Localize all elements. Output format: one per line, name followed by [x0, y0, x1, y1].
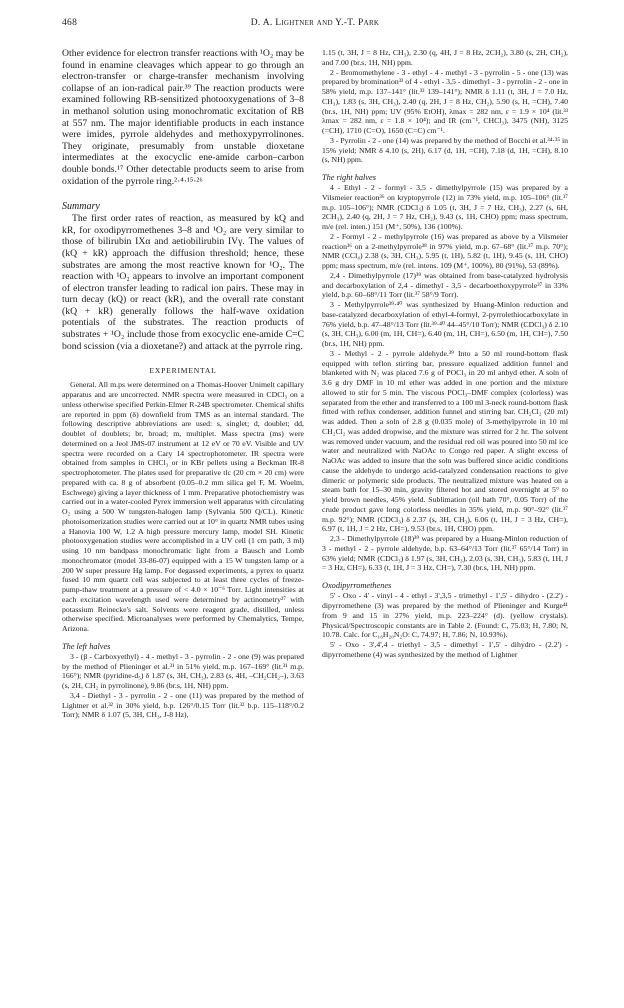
- summary-heading: Summary: [62, 201, 100, 213]
- left-column: [62, 48, 304, 720]
- page-number: 468: [62, 18, 78, 28]
- left-halves-paragraph-2: 3,4 - Diethyl - 3 - pyrrolin - 2 - one (11) was prepared by the method of Lightner et al.³² in 30% yield, b.p. 126°/0.15 Torr (lit.³² b.p. 115–118°/0.2 Torr); NMR δ 1.07 (5, 3H, CH₃, J-8 Hz),: [62, 690, 304, 720]
- experimental-heading: EXPERIMENTAL: [149, 366, 217, 376]
- methylpyrrole-paragraph: 3 - Methylpyrrole³⁹·⁴⁰ was synthesized by Huang-Minlon reduction and base-catalyzed decarboxylation of ethyl-4-formyl, 2-pyrrolethiocarboxylate in 76% yield, b.p. 47–48°/13 Torr (lit.³⁹·⁴⁰ 44–45°/10 Torr); NMR (CDCl₃) δ 2.10 (s, 3H, CH₃), 6.00 (m, 1H, CH=), 6.40 (m, 1H, CH=), 6.50 (m, 1H, CH=), 7.50 (br.s, 1H, NH) ppm.: [322, 300, 568, 349]
- compound-4-paragraph: 5' - Oxo - 3',4',4 - triethyl - 3,5 - dimethyl - 1',5' - dihydro - (2.2') - dipyrromethene (4) was synthesized by the method of Lightner: [322, 640, 568, 659]
- left-halves-paragraph-1: 3 - (β - Carboxyethyl) - 4 - methyl - 3 - pyrrolin - 2 - one (9) was prepared by the method of Plieninger et al.³¹ in 51% yield, m.p. 167–169° (lit.³¹ m.p. 166°); NMR (pyridine-d₅) δ 1.87 (s, 3H, CH₃), 2.83 (s, 4H, –CH₂CH₂–), 3.63 (s, 2H, CH₂ in pyrrolinone), 9.86 (br.s, 1H, NH) ppm.: [62, 651, 304, 691]
- compound-16-paragraph: 2 - Formyl - 2 - methylpyrrole (16) was prepared as above by a Vilsmeier reaction³⁶ on a 2-methylpyrrole³⁸ in 97% yield, m.p. 67–68° (lit.³⁷ m.p. 70°); NMR (CCl₄) 2.38 (s, 3H, CH₃), 5.95 (t, 1H), 5.82 (t, 1H), 9.45 (s, 1H, CHO) ppm; mass spectrum, m/e (rel. intens. 109 (M⁺, 100%), 80 (91%), 53 (89%).: [322, 231, 568, 271]
- compound-15-paragraph: 4 - Ethyl - 2 - formyl - 3,5 - dimethylpyrrole (15) was prepared by a Vilsmeier reaction³⁶ on kryptopyrrole (12) in 73% yield, m.p. 105–106° (lit.³⁷ m.p. 105–106°); NMR (CDCl₃) δ 1.05 (t, 3H, J = 7 Hz, CH₃), 2.27 (s, 6H, 2CH₃), 2.40 (q, 2H, J = 7 Hz, CH₂), 9.43 (s, 1H, CHO) ppm; mass spectrum, m/e (rel. inten.) 151 (M⁺, 50%), 136 (100%).: [322, 183, 568, 232]
- running-title: D. A. Lightner and Y.-T. Park: [250, 18, 380, 28]
- compound-3-paragraph: 5' - Oxo - 4' - vinyl - 4 - ethyl - 3',3,5 - trimethyl - 1',5' - dihydro - (2.2') - dipyrromethene (3) was prepared by the method of Plieninger and Kurge⁴¹ from 9 and 15 in 27% yield, m.p. 223–224° (d). (yellow crystals). Physical/Spectroscopic constants are in Table 2. (Found: C, 75.03; H, 7.80; N, 10.78. Calc. for C₁₆H₂₀N₂O: C, 74.97; H, 7.86; N, 10.93%).: [322, 591, 568, 640]
- running-header: [62, 18, 568, 32]
- oxodipyrromethenes-heading: Oxodipyrromethenes: [322, 581, 392, 591]
- right-column: [322, 48, 568, 660]
- general-paragraph: General. All m.ps were determined on a Thomas-Hoover Unimelt capillary apparatus and are uncorrected. NMR spectra were measured in CDCl₃ on a unless otherwise specified Perkin-Elmer R-24B spectrometer. Chemical shifts are reported in ppm (δ) downfield from TMS as an internal standard. The following descriptive abbreviations are used: s, singlet; d, doublet; dd, doublet of doublets; br, broad; m, multiplet. Mass spectra (ms) were determined on a Jeol JMS-07 instrument at 12 eV or 70 eV. Visible and UV spectra were recorded on a Cary 14 spectrophotometer. IR spectra were obtained from samples in CHCl₃ or in KBr pellets using a Beckman IR-8 spectrophotometer. The plates used for preparative tlc (20 cm × 20 cm) were prepared with ca. 8 g of absorbent (0.05–0.2 mm silica gel F, M. Woelm, Eschwege) giving a layer thickness of 1 mm. Preparative photochemistry was carried out in a water-cooled Pyrex immersion well apparatus with circulating O₂ using a 500 W tungsten-halogen lamp (Sylvania 500 Q/CL). Kinetic photoisomerization studies were carried out at 10° in quartz NMR tubes using a Hanovia 100 W, 1.2 A high pressure mercury lamp, model SH. Kinetic photooxygenation studies were accomplished in a UV cell (1 cm path, 3 ml) using 10 nm bandpass monochromatic light from a Bausch and Lomb monochromator (model 33-86-07) equipped with a 15 W tungsten lamp or a 200 W super pressure Hg lamp. For degassed experiments, a pyrex to quartz fused 10 mm quartz cell was subjected to at least three cycles of freeze-pump-thaw treatment at a pressure of < 4.0 × 10⁻⁶ Torr. Light intensities at each excitation wavelength used were determined by actinometry²⁷ with potassium Reinecke's salt. Solvents were reagent grade, distilled, unless otherwise specified. Microanalyses were performed by Chemalytics, Tempe, Arizona.: [62, 380, 304, 633]
- intro-paragraph: Other evidence for electron transfer reactions with ¹O₂ may be found in enamine cleavages which appear to go through an electron-transfer or charge-transfer mechanism involving collapse of an ion-radical pair.³⁹ The reaction products were examined following RB-sensitized photooxygenations of 3–8 in methanol solution using monochromatic excitation of RB at 557 nm. The major identifiable products in each instance were imides, pyrrole aldehydes and methoxypyrrolinones. They originate, presumably from unstable dioxetane intermediates at the exocyclic ene-amide carbon–carbon double bonds.¹⁷ Other detectable products seem to arise from oxidation of the pyrrole ring.²·⁴·¹⁵·²⁶: [62, 48, 304, 187]
- continued-paragraph: 1.15 (t, 3H, J = 8 Hz, CH₃), 2.30 (q, 4H, J = 8 Hz, 2CH₂), 3.80 (s, 2H, CH₂), and 7.00 (br.s, 1H, NH) ppm.: [322, 48, 568, 67]
- compound-18-paragraph: 2,3 - Dimethylpyrrole (18)³⁹ was prepared by a Huang-Minlon reduction of 3 - methyl - 2 - pyrrole aldehyde, b.p. 63–64°/13 Torr (lit.³⁷ 65°/14 Torr) in 63% yield; NMR (CDCl₃) δ 1.97 (s, 3H, CH₃), 2.03 (s, 3H, CH₃), 5.83 (t, 1H, J = 3 Hz, CH=), 6.33 (t, 1H, J = 3 Hz, CH=), 7.30 (br.s, 1H, NH) ppm.: [322, 534, 568, 573]
- compound-13-paragraph: 2 - Bromomethylene - 3 - ethyl - 4 - methyl - 3 - pyrrolin - 5 - one (13) was prepared by bromination³³ of 4 - ethyl - 3,5 - dimethyl - 3 - pyrrolin - 2 - one in 58% yield, m.p. 137–141° (lit.³³ 139–141°); NMR δ 1.11 (t, 3H, J = 7.0 Hz, CH₃), 1.83 (s, 3H, CH₃), 2.40 (q, 2H, J = 8 Hz, CH₂), 5.90 (s, H, =CH), 7.40 (br.s, 1H, NH) ppm; UV (95% EtOH), λmax = 282 nm, ε = 1.9 × 10⁴ (lit.³³ λmax = 282 nm, ε = 1.8 × 10⁴); and IR (cm⁻¹, CHCl₃), 3475 (NH), 3125 (=CH), 1710 (C=O), 1650 (C=C) cm⁻¹.: [322, 67, 568, 135]
- summary-paragraph: The first order rates of reaction, as measured by kQ and kR, for oxodipyrromethenes 3–8 and ¹O₂ are very similar to those of bilirubin IXα and aetiobilirubin IVγ. The values of (kQ + kR) approach the diffusion threshold; hence, these substrates are among the most reactive known for ¹O₂. The reaction with ¹O₂ appears to involve an important component of electron transfer leading to radical ion pairs. These may in turn decay (kQ) or react (kR), and the overall rate constant (kQ + kR) generally follows the half-wave oxidation potentials of the substrates. The reaction products of substrates + ¹O₂ include those from exocyclic ene-amide C=C bond scission (via a dioxetane?) and attack at the pyrrole ring.: [62, 213, 304, 352]
- compound-17-paragraph: 2,4 - Dimethylpyrrole (17)³⁹ was obtained from base-catalyzed hydrolysis and decarboxylation of 2,4 - dimethyl - 3,5 - decarboethoxypyrrole³⁷ in 33% yield, b.p. 60–68°/11 Torr (lit.³⁷ 58°/9 Torr).: [322, 270, 568, 300]
- right-halves-heading: The right halves: [322, 173, 376, 182]
- compound-14-paragraph: 3 - Pyrrolin - 2 - one (14) was prepared by the method of Bocchi et al.³⁴·³⁵ in 15% yield; NMR δ 4.10 (s, 2H), 6.17 (d, 1H, =CH), 7.18 (d, 1H, =CH), 8.10 (s, NH) ppm.: [322, 135, 568, 165]
- left-halves-heading: The left halves: [62, 641, 111, 651]
- pyrrole-aldehyde-paragraph: 3 - Methyl - 2 - pyrrole aldehyde.³⁹ Into a 50 ml round-bottom flask equipped with teflon stirring bar, pressure equalized addition funnel and blanketed with N₂ was placed 7.6 g of POCl₃ in 20 ml anhyd ether. A soln of 3.6 g dry DMF in 10 ml ether was added in one portion and the mixture allowed to stir for 5 min. The viscous POCl₃–DMF complex (colorless) was separated from the ether and transferred to a 100 ml 3-neck round-bottom flask fitted with reflux condenser, addition funnel and stirring bar. CH₂Cl₂ (20 ml) was added. Then a soln of 2.8 g (0.035 mole) of 3-methylpyrrole in 10 ml CH₂Cl₂ was added dropwise, and the mixture was stirred for 2 hr. The solvent was removed under vacuum, and the residual red oil was poured into 50 ml ice water and neutralized with NaOAc to Congo red paper. A slight excess of NaOAc was added to insure that the soln was buffered since acidic conditions cause the aldehyde to undergo acid-catalyzed condensation reactions to give dimeric or polymeric side products. The neutralized mixture was heated on a steam bath for 15–30 min, gravity filtered hot and stored overnight at 5° to yield brown needles, 45% yield. Sublimation (oil bath 70°, 0.05 Torr) of the crude product gave long colorless needles in 35% yield, m.p. 90°–92° (lit.³⁷ m.p. 92°); NMR (CDCl₃) δ 2.37 (s, 3H, CH₃), 6.06 (t, 1H, J = 3 Hz, CH=), 6.97 (t, 1H, J = 2 Hz, CH=), 9.53 (br.s, 1H, CHO) ppm.: [322, 348, 568, 534]
